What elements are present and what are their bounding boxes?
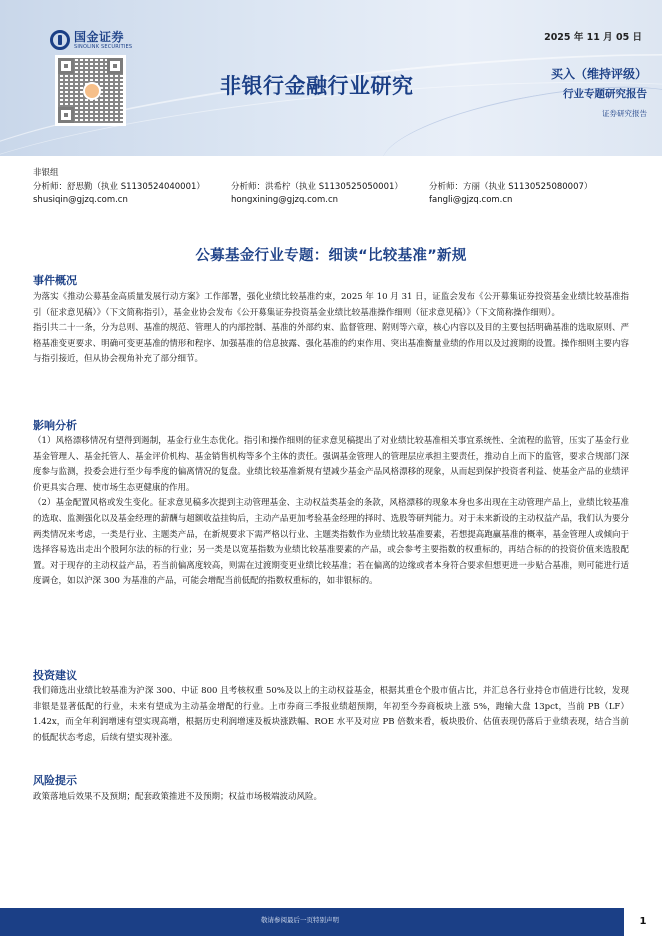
team-name: 非银组 [33,168,59,178]
qr-code [55,55,126,126]
section-heading: 风险提示 [33,774,77,787]
analyst-email[interactable]: hongxining@gjzq.com.cn [231,195,339,205]
industry-title: 非银行金融行业研究 [220,74,414,98]
analyst-name: 分析师：方丽（执业 S1130525080007） [429,182,593,192]
page-number: 1 [624,908,662,936]
logo-name-cn: 国金证券 [74,29,125,44]
analyst [33,181,205,207]
paragraph: （2）基金配置风格或发生变化。征求意见稿多次提到主动管理基金、主动权益类基金的条款，风格漂移的现象本身也多出现在主动管理产品上，业绩比较基准的选取、监测强化以及基金经理的薪酬与超额收益挂钩后，主动产品更加考验基金经理的择时、选股等研判能力。对于未来新设的主动权益产品，我们认为要分两类情况来考虑，一类是行业、主题类产品，在新规要求下需严格以行业、主题类指数作为业绩比较基准要素，若想提高跑赢基准的概率，基金管理人或倾向于选择容易选出走出个股阿尔法的标的行业；另一类是以宽基指数为业绩比较基准要素的产品，或会参考主要指数的权重标的，再结合标的的投资价值来选股配置。对于现存的主动权益产品，若当前偏离度较高，则需在过渡期变更业绩比较基准；若在偏离的边缘或者本身符合要求但想更进一步贴合基准，则可能进行适度调仓，如以沪深 300 为基准的产品，可能会增配当前低配的指数权重标的，如非银标的。 [33,498,629,587]
header-banner [0,0,662,156]
paragraph: 我们筛选出业绩比较基准为沪深 300、中证 800 且考核权重 50%及以上的主动权益基金，根据其重仓个股市值占比，并汇总各行业持仓市值进行比较，发现非银是显著低配的行业，未来有望成为主动基金增配的行业。上市券商三季报业绩超预期，年初至今券商板块上涨 5%，跑输大盘 13pct，当前 PB（LF）1.42x，而全年利润增速有望实现高增，根据历史利润增速及板块涨跌幅、ROE 水平及对应 PB 倍数来看，板块股价、估值表现仍落后于业绩表现，结合当前的低配状态考虑，后续有望实现补涨。 [33,686,629,743]
qr-logo-icon [83,82,101,100]
rating: 买入（维持评级） [550,67,647,81]
document-title: 公募基金行业专题：细读“比较基准”新规 [195,248,467,264]
footer-disclaimer: 敬请参阅最后一页特别声明 [261,916,339,924]
company-logo [50,28,150,52]
report-date: 2025 年 11 月 05 日 [544,32,642,43]
footer [0,908,662,936]
analyst-email[interactable]: shusiqin@gjzq.com.cn [33,195,128,205]
logo-name-en: SINOLINK SECURITIES [74,43,133,50]
section-body [33,790,629,806]
analyst-name: 分析师：舒思勤（执业 S1130524040001） [33,182,205,192]
paragraph: 为落实《推动公募基金高质量发展行动方案》工作部署，强化业绩比较基准约束，2025 年 10 月 31 日，证监会发布《公开募集证券投资基金业绩比较基准指引（征求意见稿）》（下文简称指引），基金业协会发布《公开募集证券投资基金业绩比较基准操作细则（征求意见稿）》（下文简称操作细则）。 [33,292,629,318]
section-body [33,684,629,746]
section-heading: 影响分析 [33,419,77,432]
analyst [231,181,403,207]
paragraph: 指引共二十一条，分为总则、基准的规范、管理人的内部控制、基准的外部约束、监督管理、附则等六章，核心内容以及目的主要包括明确基准的选取原则、严格基准变更要求、明确可变更基准的情形和程序、加强基准的信息披露、强化基准的约束作用、突出基准衡量业绩的作用以及过渡期的设置。操作细则主要内容与指引接近，但从协会视角补充了部分细节。 [33,323,629,365]
paragraph: 政策落地后效果不及预期；配套政策推进不及预期；权益市场极端波动风险。 [33,792,323,802]
section-body [33,434,629,590]
report-category: 证券研究报告 [602,109,647,118]
report-type: 行业专题研究报告 [563,88,647,100]
paragraph: （1）风格漂移情况有望得到遏制，基金行业生态优化。指引和操作细则的征求意见稿提出了对业绩比较基准相关事宜系统性、全流程的监管，压实了基金行业基金管理人、基金托管人、基金评价机构、基金销售机构等多个主体的责任。强调基金管理人的管理层应承担主要责任，推动自上而下的监管，要求合规部门深度参与监测，投委会进行至少每季度的偏离情况的复盘。业绩比较基准新规有望减少基金产品风格漂移的现象，从而起到保护投资者利益、使基金产品的业绩评价更具实合理、使市场生态更健康的作用。 [33,436,629,493]
analyst-email[interactable]: fangli@gjzq.com.cn [429,195,513,205]
section-body [33,290,629,368]
logo-icon [50,30,70,50]
section-heading: 投资建议 [33,669,77,682]
section-heading: 事件概况 [33,274,77,287]
analyst [429,181,592,207]
analyst-name: 分析师：洪希柠（执业 S1130525050001） [231,182,403,192]
